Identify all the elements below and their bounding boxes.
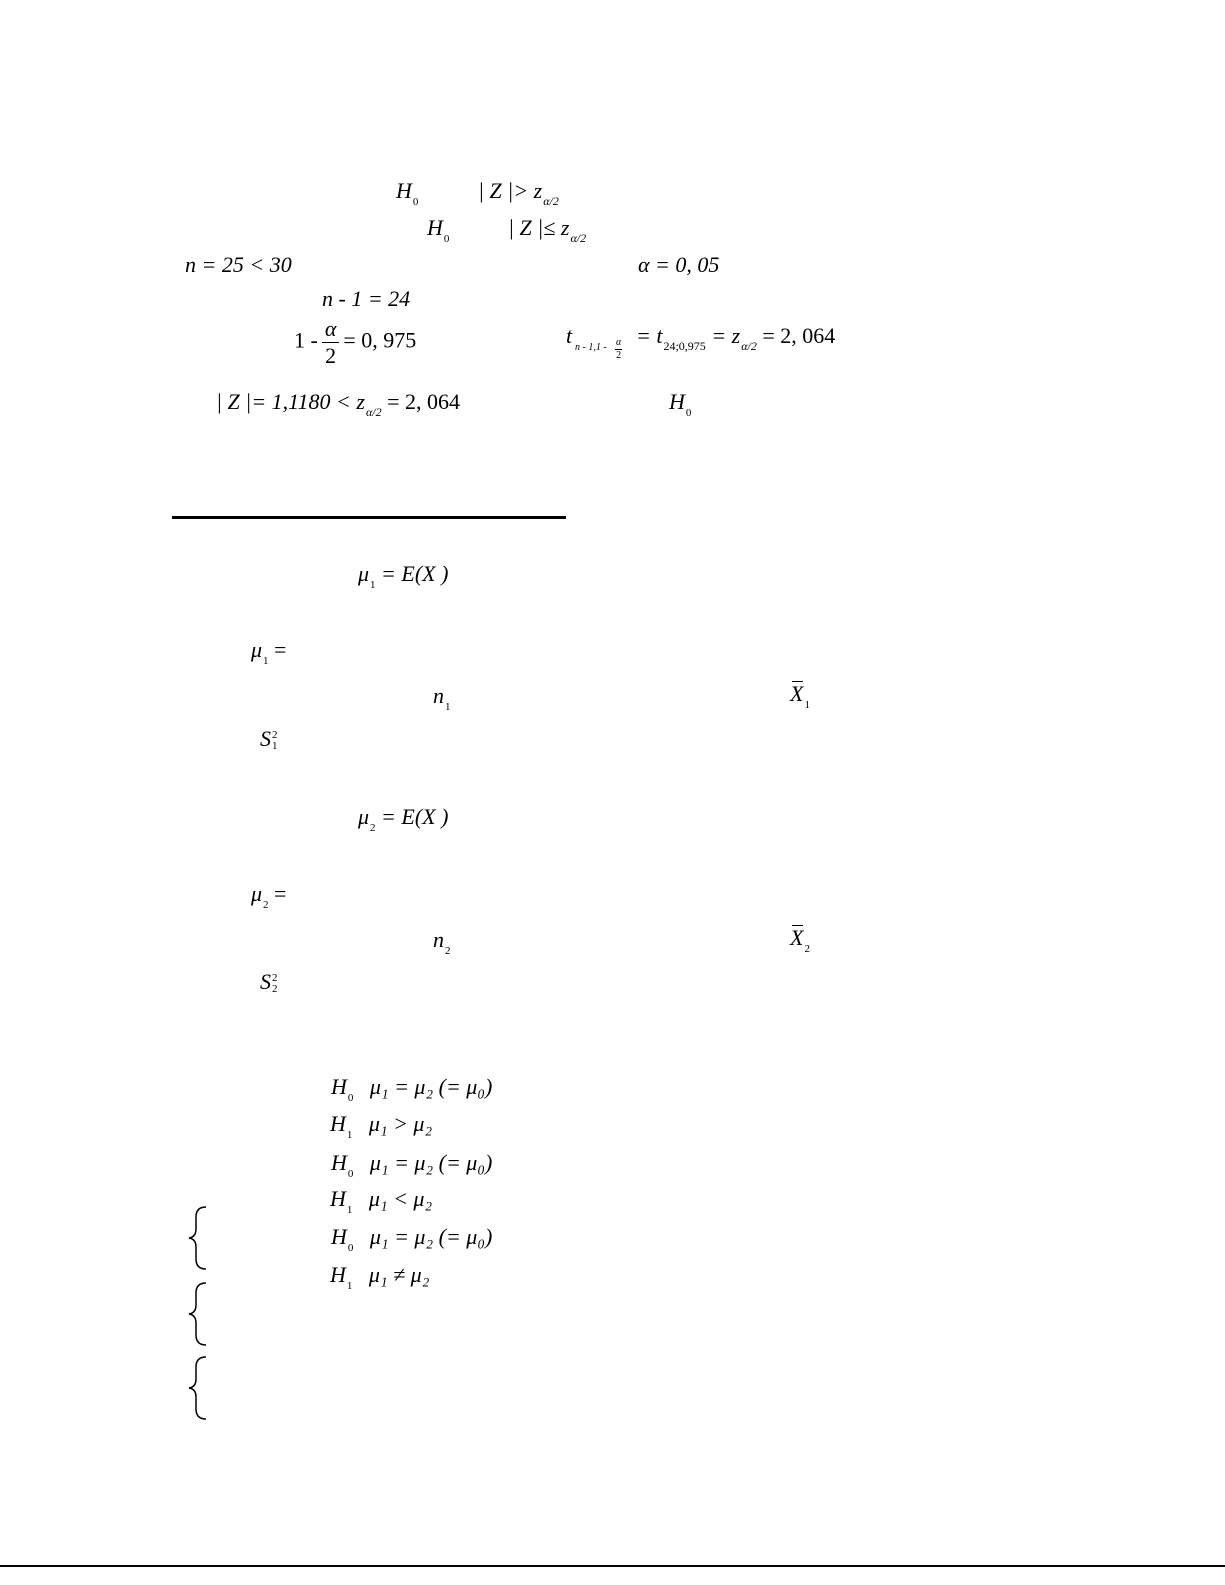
x1bar-symbol xyxy=(790,683,810,711)
hypothesis-expression: μ₁ < μ₂ xyxy=(368,1186,433,1211)
accept-h0-subscript: 0 xyxy=(443,233,450,245)
n2-subscript: 2 xyxy=(445,945,451,957)
mu1-expectation: = E(X ) xyxy=(381,561,449,586)
sample-size-formula: n = 25 < 30 xyxy=(185,252,292,277)
x1bar-letter: X xyxy=(790,681,804,706)
mu1-definition xyxy=(358,563,448,591)
n1-letter: n xyxy=(433,683,444,708)
result-value: = 2, 064 xyxy=(387,389,461,414)
curly-braces-group xyxy=(186,1205,212,1425)
hypothesis-expression: μ₁ > μ₂ xyxy=(368,1111,433,1136)
s2-letter: S xyxy=(260,969,271,994)
page-bottom-rule xyxy=(0,1565,1225,1567)
t-subscript xyxy=(575,343,607,353)
quantile-tail: = 0, 975 xyxy=(343,327,417,353)
hypothesis-h0-b xyxy=(331,1152,492,1180)
section-divider xyxy=(172,516,566,519)
quantile-level-formula xyxy=(294,318,416,367)
s1-letter: S xyxy=(260,726,271,751)
result-lead: | Z |= 1,1180 < z xyxy=(216,389,365,414)
result-h0-formula xyxy=(669,391,691,419)
mu1-eq-sign: = xyxy=(274,637,287,662)
hypothesis-expression: μ₁ = μ₂ (= μ₀) xyxy=(369,1224,493,1249)
degrees-of-freedom-formula: n - 1 = 24 xyxy=(322,286,411,311)
s1-subscript: 1 xyxy=(272,739,278,752)
t-eq-value: = 2, 064 xyxy=(762,323,836,348)
t-subscript-numerator: α xyxy=(616,337,622,348)
reject-condition-subscript: α/2 xyxy=(543,194,559,208)
mu1-eq-subscript: 1 xyxy=(263,655,269,667)
mu1-eq-symbol: μ xyxy=(251,637,263,662)
mu1-subscript: 1 xyxy=(370,579,376,591)
reject-h0-subscript: 0 xyxy=(412,196,419,208)
t-quantile-formula xyxy=(566,325,572,347)
curly-brace-2 xyxy=(189,1283,206,1345)
hypothesis-h1-not-equal xyxy=(330,1264,429,1292)
t-subscript-fraction xyxy=(615,338,622,361)
alpha-over-two-fraction xyxy=(322,318,340,367)
accept-condition-text: | Z |≤ z xyxy=(508,215,570,240)
hypothesis-symbol: H xyxy=(330,1111,346,1136)
hypothesis-subscript: 0 xyxy=(347,1168,354,1180)
reject-h0-symbol: H xyxy=(396,178,412,203)
x2bar-subscript: 2 xyxy=(804,943,810,955)
reject-condition-text: | Z |> z xyxy=(478,178,543,203)
hypothesis-h1-less xyxy=(330,1188,432,1216)
hypothesis-symbol: H xyxy=(331,1150,347,1175)
x2bar-letter: X xyxy=(790,925,804,950)
t-eq-subscript: 24;0,975 xyxy=(663,339,706,353)
t-eq-subscript-2: α/2 xyxy=(741,339,757,353)
n1-subscript: 1 xyxy=(445,701,451,713)
hypothesis-subscript: 0 xyxy=(347,1242,354,1254)
hypothesis-subscript: 1 xyxy=(346,1129,353,1141)
hypothesis-symbol: H xyxy=(331,1074,347,1099)
t-eq-lead: = t xyxy=(636,323,663,348)
mu2-subscript: 2 xyxy=(370,822,376,834)
accept-condition-subscript: α/2 xyxy=(570,231,587,245)
test-result-formula xyxy=(216,391,460,418)
mu1-symbol: μ xyxy=(358,561,370,586)
accept-h0-formula xyxy=(427,217,449,245)
hypothesis-subscript: 0 xyxy=(347,1092,354,1104)
curly-brace-3 xyxy=(189,1357,206,1419)
hypothesis-symbol: H xyxy=(330,1262,346,1287)
result-subscript: α/2 xyxy=(365,405,382,419)
alpha-formula: α = 0, 05 xyxy=(638,252,720,277)
accept-h0-symbol: H xyxy=(427,215,443,240)
t-subscript-denominator: 2 xyxy=(616,350,622,361)
reject-condition xyxy=(478,180,559,207)
hypothesis-h0-c xyxy=(331,1226,492,1254)
fraction-denominator: 2 xyxy=(325,343,337,368)
hypothesis-subscript: 1 xyxy=(346,1204,353,1216)
reject-h0-formula xyxy=(396,180,418,208)
t-subscript-text: n - 1,1 - xyxy=(575,342,607,353)
hypothesis-expression: μ₁ = μ₂ (= μ₀) xyxy=(369,1150,493,1175)
hypothesis-subscript: 1 xyxy=(346,1280,353,1292)
t-symbol: t xyxy=(566,323,573,348)
quantile-lead: 1 - xyxy=(294,327,318,353)
x2bar-symbol xyxy=(790,927,810,955)
hypothesis-h0-a xyxy=(331,1076,492,1104)
n1-symbol xyxy=(433,685,451,713)
hypothesis-symbol: H xyxy=(330,1186,346,1211)
s1-squared-symbol xyxy=(260,728,278,752)
mu2-equals xyxy=(251,883,286,911)
t-equality-chain xyxy=(636,325,835,352)
s2-subscript: 2 xyxy=(272,982,278,995)
s1-superscript: 2 xyxy=(272,728,278,741)
result-h0-subscript: 0 xyxy=(685,407,692,419)
mu2-symbol: μ xyxy=(358,804,370,829)
mu2-eq-symbol: μ xyxy=(251,881,263,906)
t-eq-mid: = z xyxy=(711,323,741,348)
fraction-numerator: α xyxy=(322,318,340,343)
mu1-equals xyxy=(251,639,286,667)
hypothesis-h1-greater xyxy=(330,1113,432,1141)
curly-brace-1 xyxy=(189,1207,206,1269)
hypothesis-expression: μ₁ = μ₂ (= μ₀) xyxy=(369,1074,493,1099)
n2-letter: n xyxy=(433,927,444,952)
mu2-definition xyxy=(358,806,448,834)
hypothesis-expression: μ₁ ≠ μ₂ xyxy=(368,1262,430,1287)
result-h0-symbol: H xyxy=(669,389,685,414)
mu2-expectation: = E(X ) xyxy=(381,804,449,829)
mu2-eq-subscript: 2 xyxy=(263,899,269,911)
x1bar-subscript: 1 xyxy=(804,699,810,711)
accept-condition xyxy=(508,217,586,244)
s2-squared-symbol xyxy=(260,971,278,995)
n2-symbol xyxy=(433,929,451,957)
mu2-eq-sign: = xyxy=(274,881,287,906)
s2-superscript: 2 xyxy=(272,971,278,984)
hypothesis-symbol: H xyxy=(331,1224,347,1249)
